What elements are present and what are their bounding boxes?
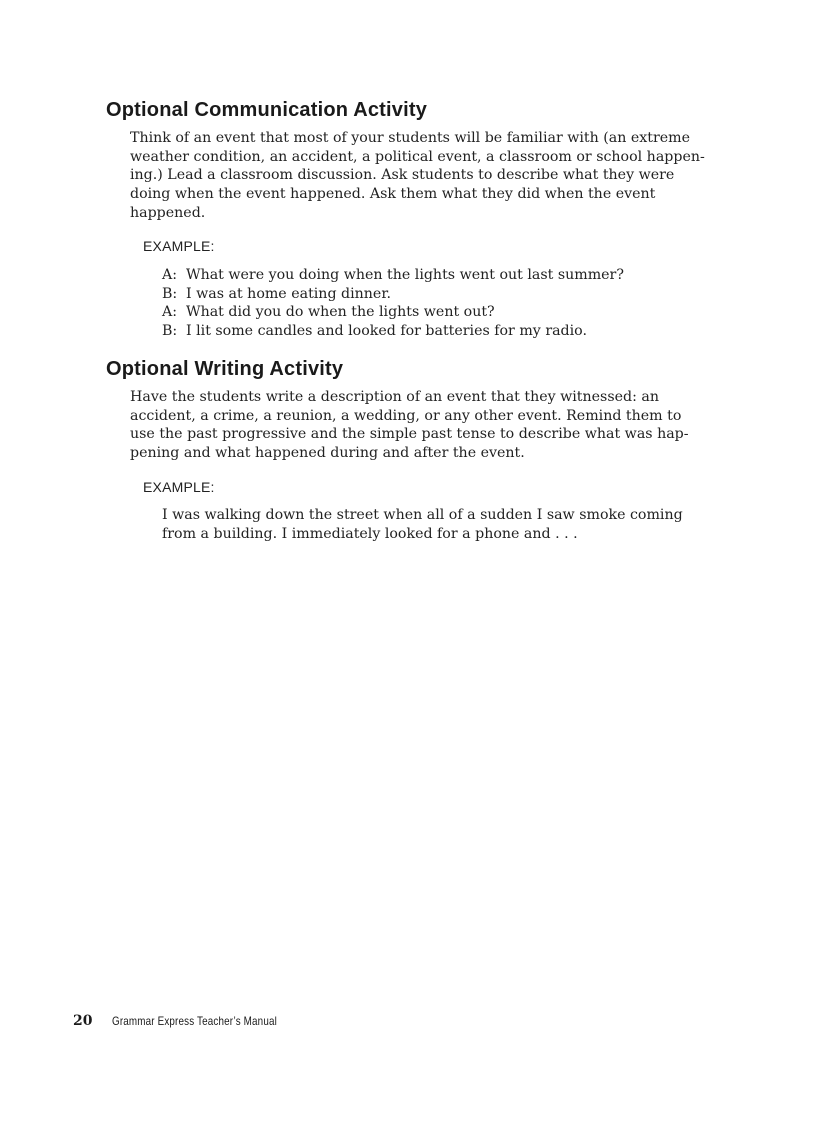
book-title: Grammar Express Teacher’s Manual [112,1014,278,1028]
dialogue-speaker: A: [162,304,178,321]
paragraph-line: Have the students write a description of an event that they witnessed: an [130,389,659,405]
paragraph-line: happened. [130,204,206,221]
paragraph-line: accident, a crime, a reunion, a wedding, or any other event. Remind them to [130,407,682,424]
paragraph-line: ing.) Lead a classroom discussion. Ask students to describe what they were [130,167,675,184]
example-line: I was walking down the street when all of a sudden I saw smoke coming [162,507,683,523]
dialogue-speaker: B: [162,323,178,340]
dialogue-line [162,303,624,322]
dialogue-text: I was at home eating dinner. [186,285,392,302]
paragraph-line: Think of an event that most of your students will be familiar with (an extreme [130,130,691,146]
dialogue-speaker: A: [162,267,178,283]
example-dialogue [162,266,624,341]
writing-example-text [162,506,683,543]
communication-activity-heading: Optional Communication Activity [106,99,428,121]
communication-activity-paragraph [130,129,705,223]
communication-example-label: EXAMPLE: [143,238,215,254]
paragraph-line: pening and what happened during and after the event. [130,445,525,462]
writing-activity-paragraph [130,388,689,463]
page-footer [73,1012,314,1030]
dialogue-line [162,285,624,304]
paragraph-line: weather condition, an accident, a political event, a classroom or school happen- [130,148,705,165]
dialogue-speaker: B: [162,285,178,302]
dialogue-text: I lit some candles and looked for batteries for my radio. [186,323,587,340]
example-line: from a building. I immediately looked for a phone and . . . [162,525,578,542]
dialogue-text: What did you do when the lights went out? [186,304,495,321]
paragraph-line: use the past progressive and the simple past tense to describe what was hap- [130,426,689,443]
dialogue-line [162,322,624,341]
paragraph-line: doing when the event happened. Ask them what they did when the event [130,186,656,203]
dialogue-text: What were you doing when the lights went out last summer? [186,267,624,283]
page-number: 20 [73,1013,93,1029]
dialogue-line [162,266,624,285]
writing-example-label: EXAMPLE: [143,479,215,495]
writing-activity-heading: Optional Writing Activity [106,358,344,380]
